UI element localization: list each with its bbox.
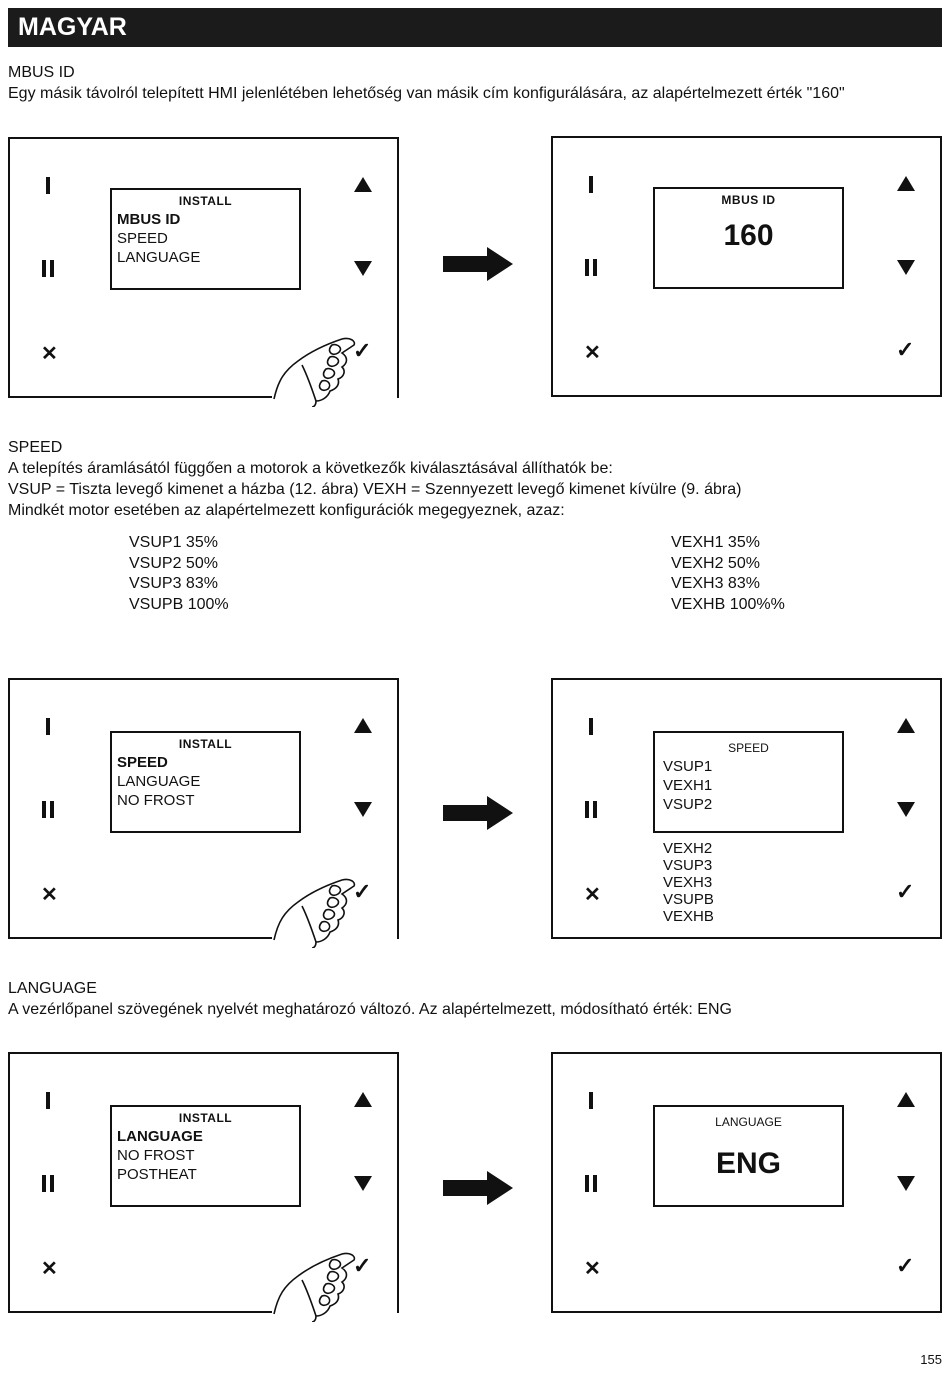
speed-line-3: Mindkét motor esetében az alapértelmezett konfigurációk megegyeznek, azaz:: [8, 502, 565, 519]
mbus-description: Egy másik távolról telepített HMI jelenlétében lehetőség van másik cím konfigurálására, az alapértelmezett érték "160": [8, 85, 845, 102]
confirm-check-icon[interactable]: ✓: [353, 338, 372, 363]
down-arrow-icon[interactable]: [354, 1176, 372, 1191]
button-one-icon[interactable]: [46, 718, 50, 735]
hmi-panel-speed: [551, 678, 942, 939]
confirm-check-icon[interactable]: ✓: [896, 1253, 915, 1278]
mbus-id-value: 160: [723, 219, 774, 252]
vsup-defaults-list: [129, 533, 229, 616]
hand-pointer-icon: [272, 335, 362, 407]
down-arrow-icon[interactable]: [897, 260, 915, 275]
up-arrow-icon[interactable]: [897, 718, 915, 733]
hmi-panel-install-speed: [8, 678, 399, 939]
hmi-panel-install-language: [8, 1052, 399, 1313]
screen-title: MBUS ID: [721, 193, 776, 207]
up-arrow-icon[interactable]: [354, 718, 372, 733]
menu-item[interactable]: NO FROST: [117, 792, 195, 809]
button-one-icon[interactable]: [589, 718, 593, 735]
up-arrow-icon[interactable]: [354, 1092, 372, 1107]
confirm-check-icon[interactable]: ✓: [353, 1253, 372, 1278]
list-item: VEXH2: [663, 840, 713, 857]
display-screen: [653, 1105, 844, 1207]
speed-line-2: VSUP = Tiszta levegő kimenet a házba (12. ábra) VEXH = Szennyezett levegő kimenet kívülre (9. ábra): [8, 481, 742, 498]
language-heading: LANGUAGE: [8, 980, 97, 997]
list-item: VEXH3 83%: [671, 575, 760, 593]
menu-item[interactable]: NO FROST: [117, 1147, 195, 1164]
screen-menu: [117, 753, 200, 810]
cancel-icon[interactable]: ✕: [41, 884, 58, 906]
down-arrow-icon[interactable]: [897, 802, 915, 817]
right-arrow-icon: [443, 1171, 513, 1205]
list-item: VEXHB 100%%: [671, 596, 785, 614]
up-arrow-icon[interactable]: [897, 176, 915, 191]
speed-more-options: [663, 840, 714, 925]
list-item: VSUP3 83%: [129, 575, 218, 593]
list-item: VEXH3: [663, 874, 713, 891]
confirm-check-icon[interactable]: ✓: [896, 337, 915, 362]
up-arrow-icon[interactable]: [354, 177, 372, 192]
list-item: VEXHB: [663, 908, 714, 925]
speed-heading: SPEED: [8, 439, 63, 456]
language-value: ENG: [715, 1147, 781, 1180]
list-item: VSUP2 50%: [129, 554, 218, 572]
list-item: VSUPB: [663, 891, 714, 908]
speed-menu: [663, 757, 712, 814]
button-two-icon[interactable]: [585, 259, 597, 276]
cancel-icon[interactable]: ✕: [584, 884, 601, 906]
right-arrow-icon: [443, 247, 513, 281]
language-header: MAGYAR: [8, 8, 942, 47]
screen-title: SPEED: [728, 741, 769, 755]
down-arrow-icon[interactable]: [897, 1176, 915, 1191]
vexh-defaults-list: [671, 533, 785, 616]
menu-item-selected[interactable]: SPEED: [117, 754, 168, 771]
screen-title: INSTALL: [178, 737, 233, 751]
menu-item[interactable]: LANGUAGE: [117, 773, 201, 790]
menu-item-selected[interactable]: MBUS ID: [117, 211, 181, 228]
language-description: A vezérlőpanel szövegének nyelvét meghatározó változó. Az alapértelmezett, módosítható érték: ENG: [8, 1001, 732, 1018]
cancel-icon[interactable]: ✕: [41, 343, 58, 365]
menu-item[interactable]: VSUP2: [663, 796, 713, 813]
button-one-icon[interactable]: [46, 177, 50, 194]
hmi-panel-install-mbus: [8, 137, 399, 398]
hmi-panel-language: [551, 1052, 942, 1313]
button-two-icon[interactable]: [42, 801, 54, 818]
hmi-panel-mbus-id: [551, 136, 942, 397]
confirm-check-icon[interactable]: ✓: [353, 879, 372, 904]
menu-item-selected[interactable]: LANGUAGE: [117, 1128, 203, 1145]
down-arrow-icon[interactable]: [354, 261, 372, 276]
down-arrow-icon[interactable]: [354, 802, 372, 817]
display-screen: [110, 731, 301, 833]
button-one-icon[interactable]: [46, 1092, 50, 1109]
hand-pointer-icon: [272, 1250, 362, 1322]
button-two-icon[interactable]: [585, 1175, 597, 1192]
list-item: VEXH2 50%: [671, 554, 760, 572]
panel-edge: [8, 396, 272, 398]
panel-edge: [8, 1311, 272, 1313]
button-one-icon[interactable]: [589, 176, 593, 193]
page-number: 155: [920, 1352, 942, 1367]
screen-title: LANGUAGE: [715, 1115, 782, 1129]
cancel-icon[interactable]: ✕: [584, 342, 601, 364]
up-arrow-icon[interactable]: [897, 1092, 915, 1107]
list-item: VSUP3: [663, 857, 713, 874]
cancel-icon[interactable]: ✕: [584, 1258, 601, 1280]
menu-item[interactable]: SPEED: [117, 230, 168, 247]
display-screen: [110, 1105, 301, 1207]
menu-item[interactable]: POSTHEAT: [117, 1166, 197, 1183]
display-screen: [110, 188, 301, 290]
speed-line-1: A telepítés áramlásától függően a motorok a következők kiválasztásával állíthatók be:: [8, 460, 613, 477]
screen-menu: [117, 210, 200, 267]
screen-menu: [117, 1127, 203, 1184]
list-item: VSUP1 35%: [129, 534, 218, 551]
cancel-icon[interactable]: ✕: [41, 1258, 58, 1280]
list-item: VSUPB 100%: [129, 596, 229, 614]
button-one-icon[interactable]: [589, 1092, 593, 1109]
mbus-heading: MBUS ID: [8, 64, 75, 81]
display-screen: [653, 187, 844, 289]
menu-item[interactable]: VEXH1: [663, 777, 713, 794]
confirm-check-icon[interactable]: ✓: [896, 879, 915, 904]
panel-edge: [8, 937, 272, 939]
button-two-icon[interactable]: [42, 260, 54, 277]
screen-title: INSTALL: [178, 1111, 233, 1125]
hand-pointer-icon: [272, 876, 362, 948]
menu-item[interactable]: LANGUAGE: [117, 249, 201, 266]
button-two-icon[interactable]: [585, 801, 597, 818]
menu-item[interactable]: VSUP1: [663, 758, 713, 775]
display-screen: [653, 731, 844, 833]
screen-title: INSTALL: [178, 194, 233, 208]
button-two-icon[interactable]: [42, 1175, 54, 1192]
list-item: VEXH1 35%: [671, 534, 760, 551]
right-arrow-icon: [443, 796, 513, 830]
